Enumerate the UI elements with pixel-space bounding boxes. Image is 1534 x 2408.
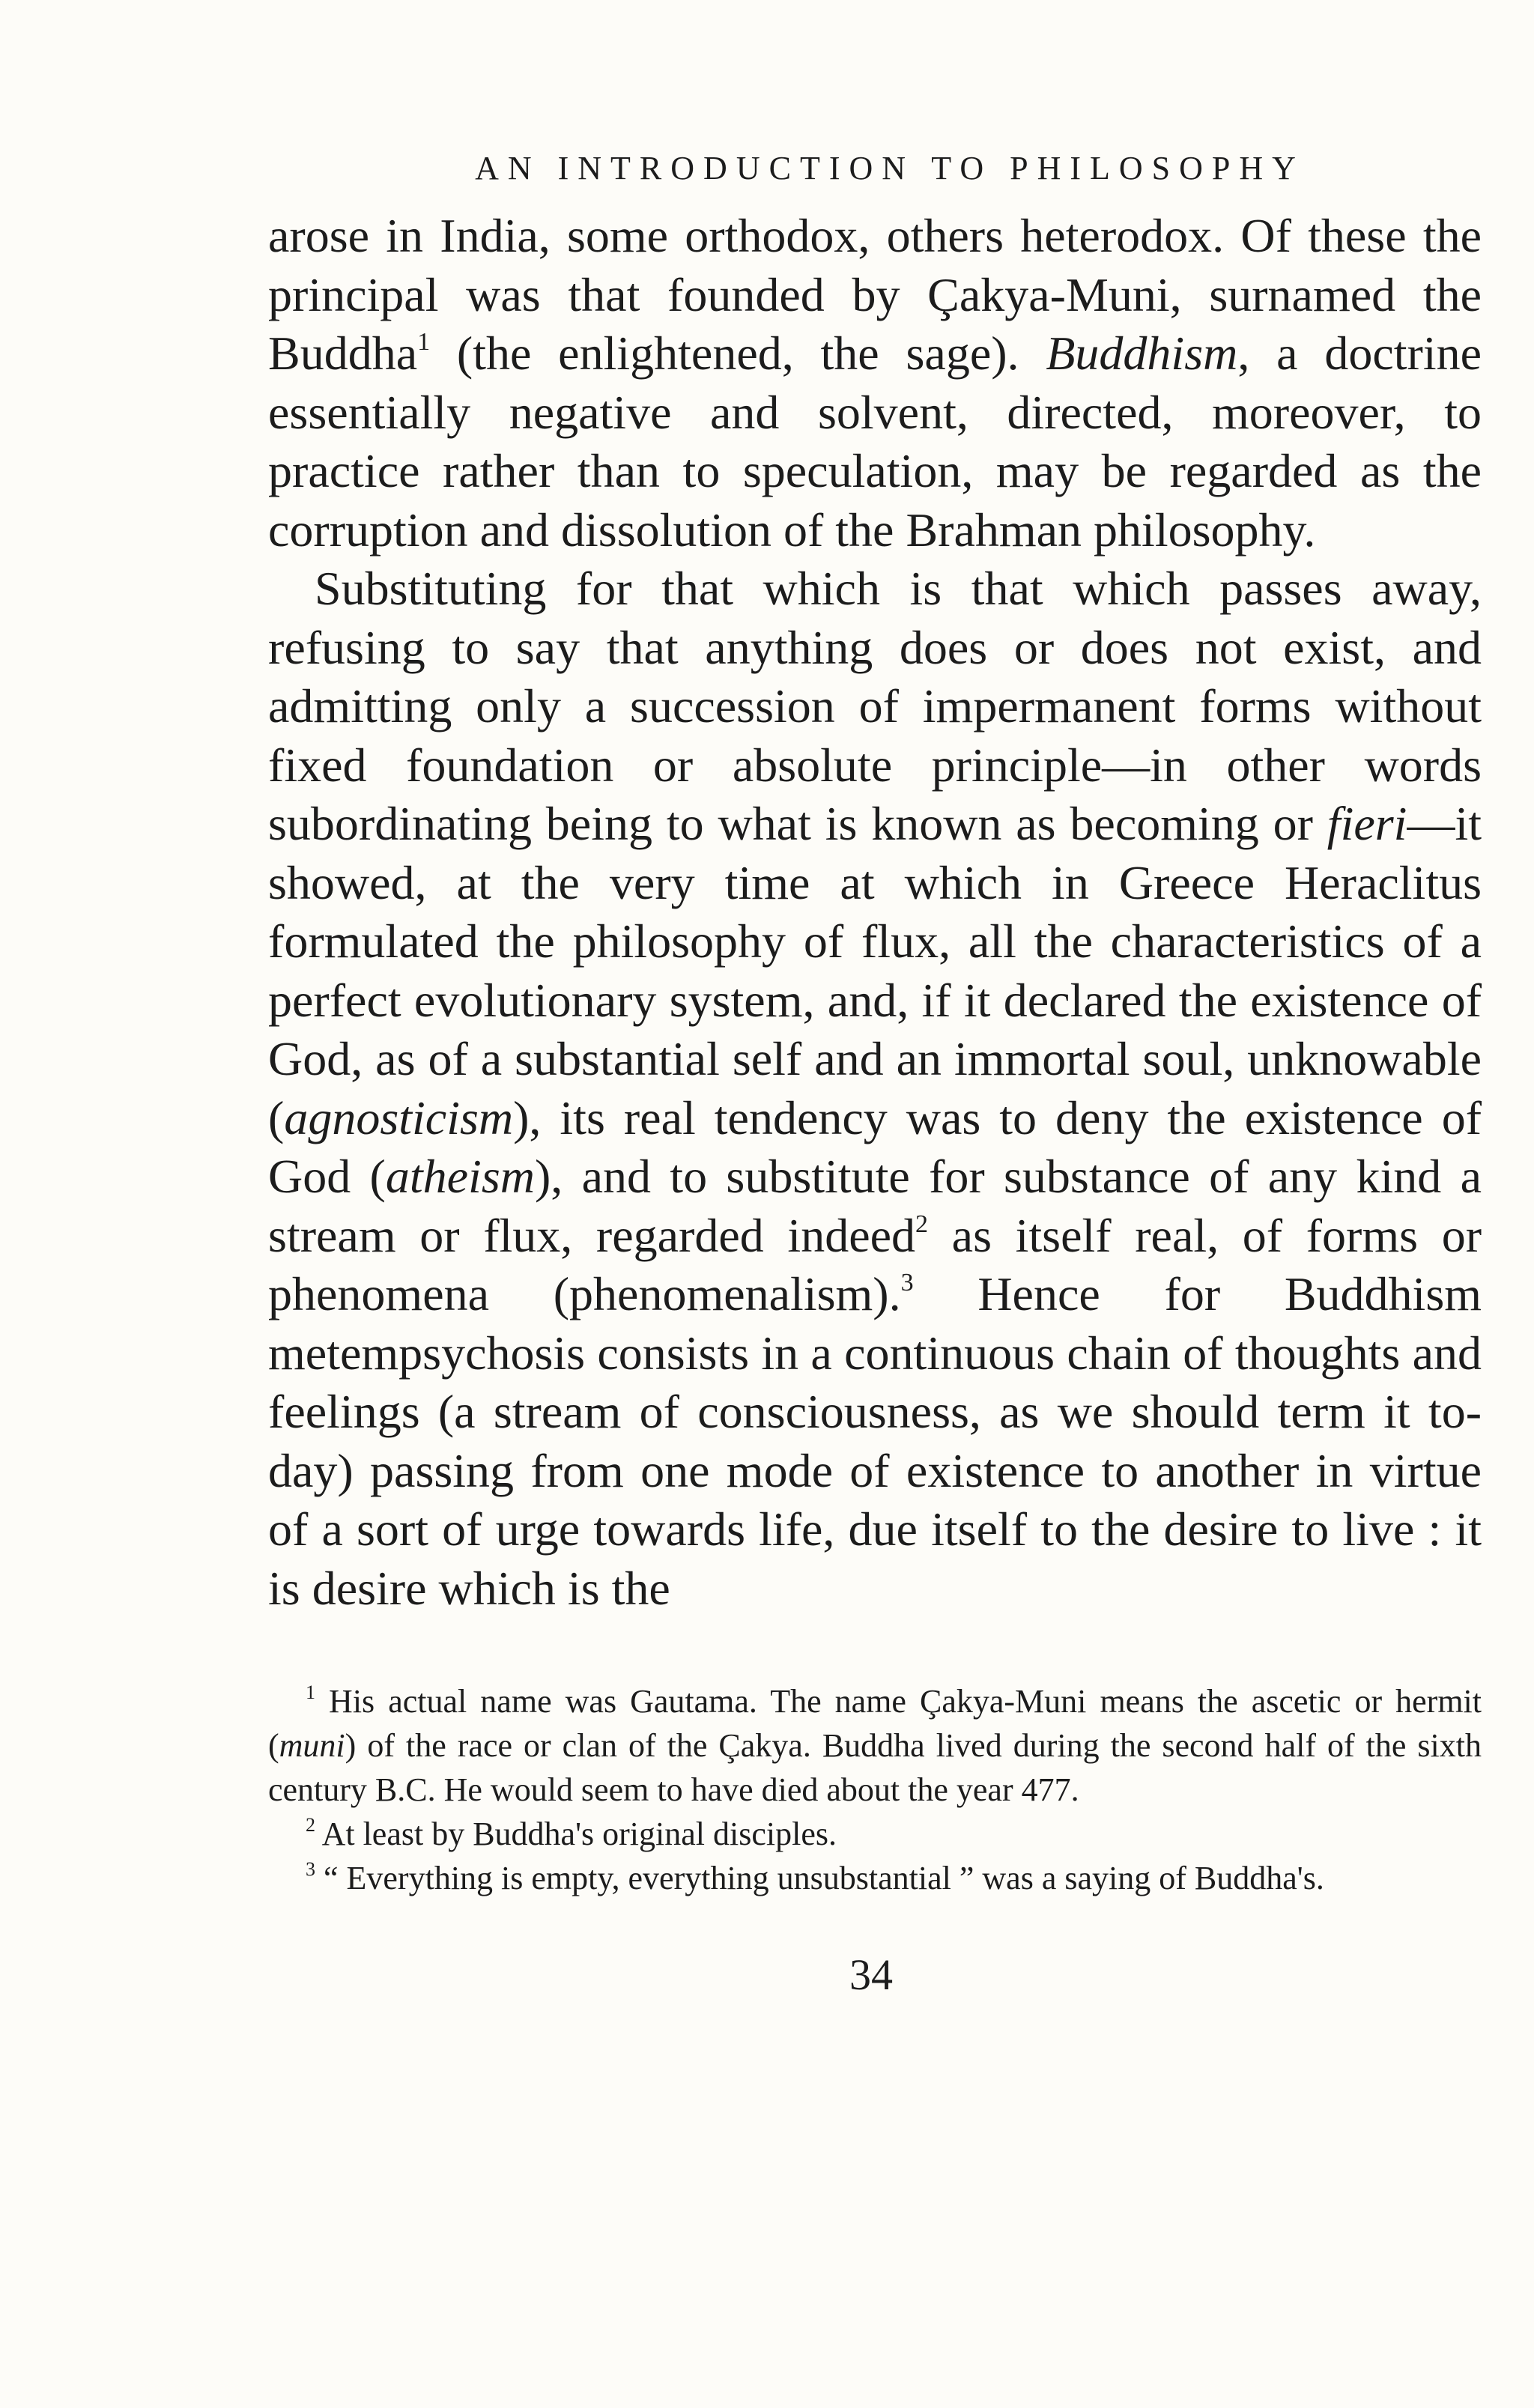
italic-buddhism: Buddhism xyxy=(1046,327,1238,380)
footnote-1: $^1$ His actual name was Gautama. The name Çakya-Muni means the ascetic or hermit (muni) of the race or clan of the Çakya. Buddha lived during the second half of the sixth century B.C. He would seem to have died about the year 477. xyxy=(268,1681,1482,1808)
italic-agnosticism: agnosticism xyxy=(284,1091,514,1144)
running-head: AN INTRODUCTION TO PHILOSOPHY xyxy=(475,150,1305,186)
italic-atheism: atheism xyxy=(385,1150,535,1203)
book-page xyxy=(268,142,1482,2374)
footnote-ref-1: 1 xyxy=(417,328,431,356)
footnote-ref-2: 2 xyxy=(915,1210,929,1238)
italic-fieri: fieri xyxy=(1327,797,1407,850)
paragraph-2: Substituting for that which is that which passes away, refusing to say that anything does or does not exist, and admitting only a succession of impermanent forms without fixed foundation or absolute principle—in other words subordinating being to what is known as becoming or fieri—it showed, at the very time at which in Greece Heraclitus formulated the philosophy of flux, all the characteristics of a perfect evolutionary system, and, if it declared the existence of God, as of a substantial self and an immortal soul, unknowable (agnosticism), its real tendency was to deny the existence of God (atheism), and to substitute for substance of any kind a stream or flux, regarded indeed$^2$ as itself real, of forms or phenomena (phenomenalism).$^3$ Hence for Buddhism metempsychosis consists in a continuous chain of thoughts and feelings (a stream of consciousness, as we should term it to-day) passing from one mode of existence to another in virtue of a sort of urge towards life, due itself to the desire to live : it is desire which is the xyxy=(268,562,1482,1615)
paragraph-1: arose in India, some orthodox, others heterodox. Of these the principal was that founded by Çakya-Muni, surnamed the Buddha$^1$ (the enlightened, the sage). Buddhism, a doctrine essentially negative and solvent, directed, moreover, to practice rather than to speculation, may be regarded as the corruption and dissolution of the Brahman philosophy. xyxy=(268,209,1482,556)
footnote-2: $^2$ At least by Buddha's original disciples. xyxy=(306,1814,837,1852)
footnotes xyxy=(268,1679,1482,1900)
page-number: 34 xyxy=(849,1950,893,1999)
body-text xyxy=(268,207,1482,1618)
footnote-3: $^3$ “ Everything is empty, everything unsubstantial ” was a saying of Buddha's. xyxy=(306,1858,1324,1896)
footnote-ref-3: 3 xyxy=(900,1269,914,1297)
